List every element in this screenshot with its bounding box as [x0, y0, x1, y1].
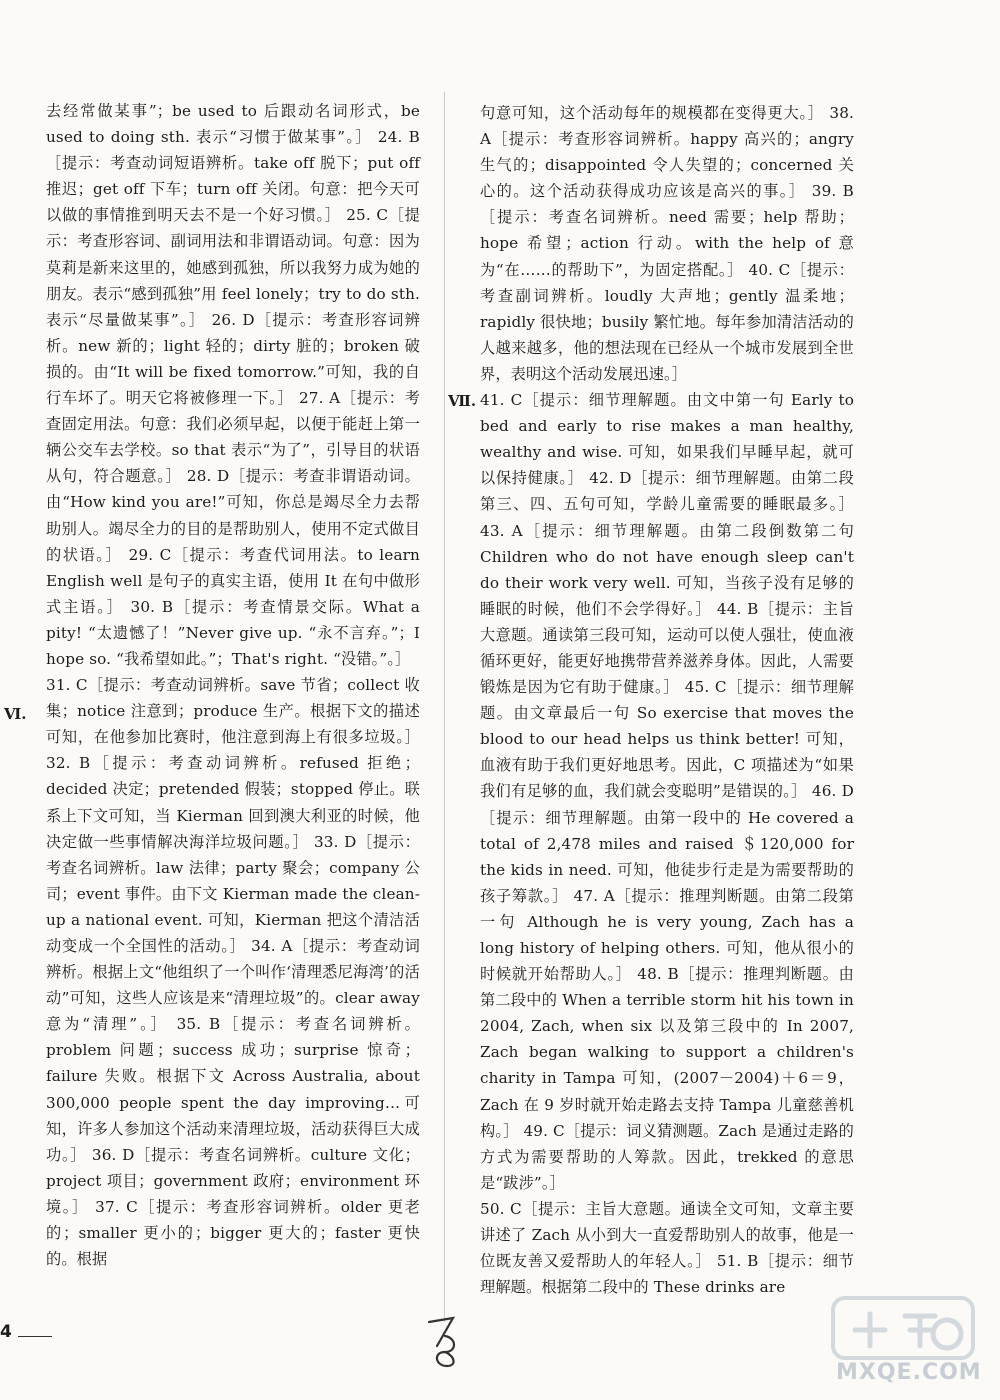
left-text-column — [46, 98, 420, 1272]
page-number: 4 — [0, 1322, 12, 1342]
column-divider — [444, 92, 445, 1322]
right-paragraph-1: 句意可知，这个活动每年的规模都在变得更大。］ 38. A［提示：考查形容词辨析。happy 高兴的；angry 生气的；disappointed 令人失望的；concerned 关心的。这个活动获得成功应该是高兴的事。］ 39. B［提示：考查名词辨析。need 需要；help 帮助；hope 希望；action 行动。with the help of 意为“在……的帮助下”，为固定搭配。］ 40. C［提示：考查副词辨析。loudly 大声地；gently 温柔地；rapidly 很快地；busily 繁忙地。每年参加清洁活动的人越来越多，他的想法现在已经从一个城市发展到全世界，表明这个活动发展迅速。］ — [480, 104, 854, 383]
section-marker-6: Ⅵ. — [4, 705, 27, 723]
right-text-column — [480, 100, 854, 1300]
section-marker-7: Ⅶ. — [448, 392, 477, 410]
right-paragraph-2: 41. C［提示：细节理解题。由文中第一句 Early to bed and early to rise makes a man healthy, wealthy and wise. 可知，如果我们早睡早起，就可以保持健康。］ 42. D［提示：细节理解题。由第二段第三、四、五句可知，学龄儿童需要的睡眠最多。］ 43. A［提示：细节理解题。由第二段倒数第二句 Children who do not have enough sleep can't do their work very well. 可知，当孩子没有足够的睡眠的时候，他们不会学得好。］ 44. B［提示：主旨大意题。通读第三段可知，运动可以使人强壮，使血液循环更好，能更好地携带营养滋养身体。因此，人需要锻炼是因为它有助于健康。］ 45. C［提示：细节理解题。由文章最后一句 So exercise that moves the blood to our head helps us think better! 可知，血液有助于我们更好地思考。因此，C 项描述为“如果我们有足够的血，我们就会变聪明”是错误的。］ 46. D［提示：细节理解题。由第一段中的 He covered a total of 2,478 miles and raised ＄120,000 for the kids in need. 可知，他徒步行走是为需要帮助的孩子筹款。］ 47. A［提示：推理判断题。由第二段第一句 Although he is very young, Zach has a long history of helping others. 可知，他从很小的时候就开始帮助人。］ 48. B［提示：推理判断题。由第二段中的 When a terrible storm hit his town in 2004, Zach, when six 以及第三段中的 In 2007, Zach began walking to support a children's charity in Tampa 可知，(2007－2004)＋6＝9，Zach 在 9 岁时就开始走路去支持 Tampa 儿童慈善机构。］ 49. C［提示：词义猜测题。Zach 是通过走路的方式为需要帮助的人筹款。因此，trekked 的意思是“跋涉”。］ — [480, 391, 854, 1192]
left-paragraph-1: 去经常做某事”；be used to 后跟动名词形式，be used to doing sth. 表示“习惯于做某事”。］ 24. B［提示：考查动词短语辨析。take off 脱下；put off 推迟；get off 下车；turn off 关闭。句意：把今天可以做的事情推到明天去不是一个好习惯。］ 25. C［提示：考查形容词、副词用法和非谓语动词。句意：因为莫莉是新来这里的，她感到孤独，所以我努力成为她的朋友。表示“感到孤独”用 feel lonely；try to do sth. 表示“尽量做某事”。］ 26. D［提示：考查形容词辨析。new 新的；light 轻的；dirty 脏的；broken 破损的。由“It will be fixed tomorrow.”可知，我的自行车坏了。明天它将被修理一下。］ 27. A［提示：考查固定用法。句意：我们必须早起，以便于能赶上第一辆公交车去学校。so that 表示“为了”，引导目的状语从句，符合题意。］ 28. D［提示：考查非谓语动词。由“How kind you are!”可知，你总是竭尽全力去帮助别人。竭尽全力的目的是帮助别人，使用不定式做目的状语。］ 29. C［提示：考查代词用法。to learn English well 是句子的真实主语，使用 It 在句中做形式主语。］ 30. B［提示：考查情景交际。What a pity! “太遗憾了！”Never give up. “永不言弃。”；I hope so. “我希望如此。”；That's right. “没错。”。］ — [46, 102, 420, 668]
left-paragraph-2: 31. C［提示：考查动词辨析。save 节省；collect 收集；notice 注意到；produce 生产。根据下文的描述可知，在他参加比赛时，他注意到海上有很多垃圾。］ 32. B［提示：考查动词辨析。refused 拒绝；decided 决定；pretended 假装；stopped 停止。联系上下文可知，当 Kierman 回到澳大利亚的时候，他决定做一些事情解决海洋垃圾问题。］ 33. D［提示：考查名词辨析。law 法律；party 聚会；company 公司；event 事件。由下文 Kierman made the clean-up a national event. 可知，Kierman 把这个清洁活动变成一个全国性的活动。］ 34. A［提示：考查动词辨析。根据上文“他组织了一个叫作‘清理悉尼海湾’的活动”可知，这些人应该是来“清理垃圾”的。clear away 意为“清理”。］ 35. B［提示：考查名词辨析。problem 问题；success 成功；surprise 惊奇；failure 失败。根据下文 Across Australia, about 300,000 people spent the day improving…可知，许多人参加这个活动来清理垃圾，活动获得巨大成功。］ 36. D［提示：考查名词辨析。culture 文化；project 项目；government 政府；environment 环境。］ 37. C［提示：考查形容词辨析。older 更老的；smaller 更小的；bigger 更大的；faster 更快的。根据 — [46, 676, 420, 1269]
handwritten-page-mark — [423, 1312, 463, 1372]
footer-rule — [18, 1336, 52, 1337]
watermark-url: MXQE.COM — [836, 1360, 982, 1385]
right-paragraph-3: 50. C［提示：主旨大意题。通读全文可知，文章主要讲述了 Zach 从小到大一直爱帮助别人的故事，他是一位既友善又爱帮助人的年轻人。］ 51. B［提示：细节理解题。根据第二段中的 These drinks are — [480, 1199, 854, 1297]
